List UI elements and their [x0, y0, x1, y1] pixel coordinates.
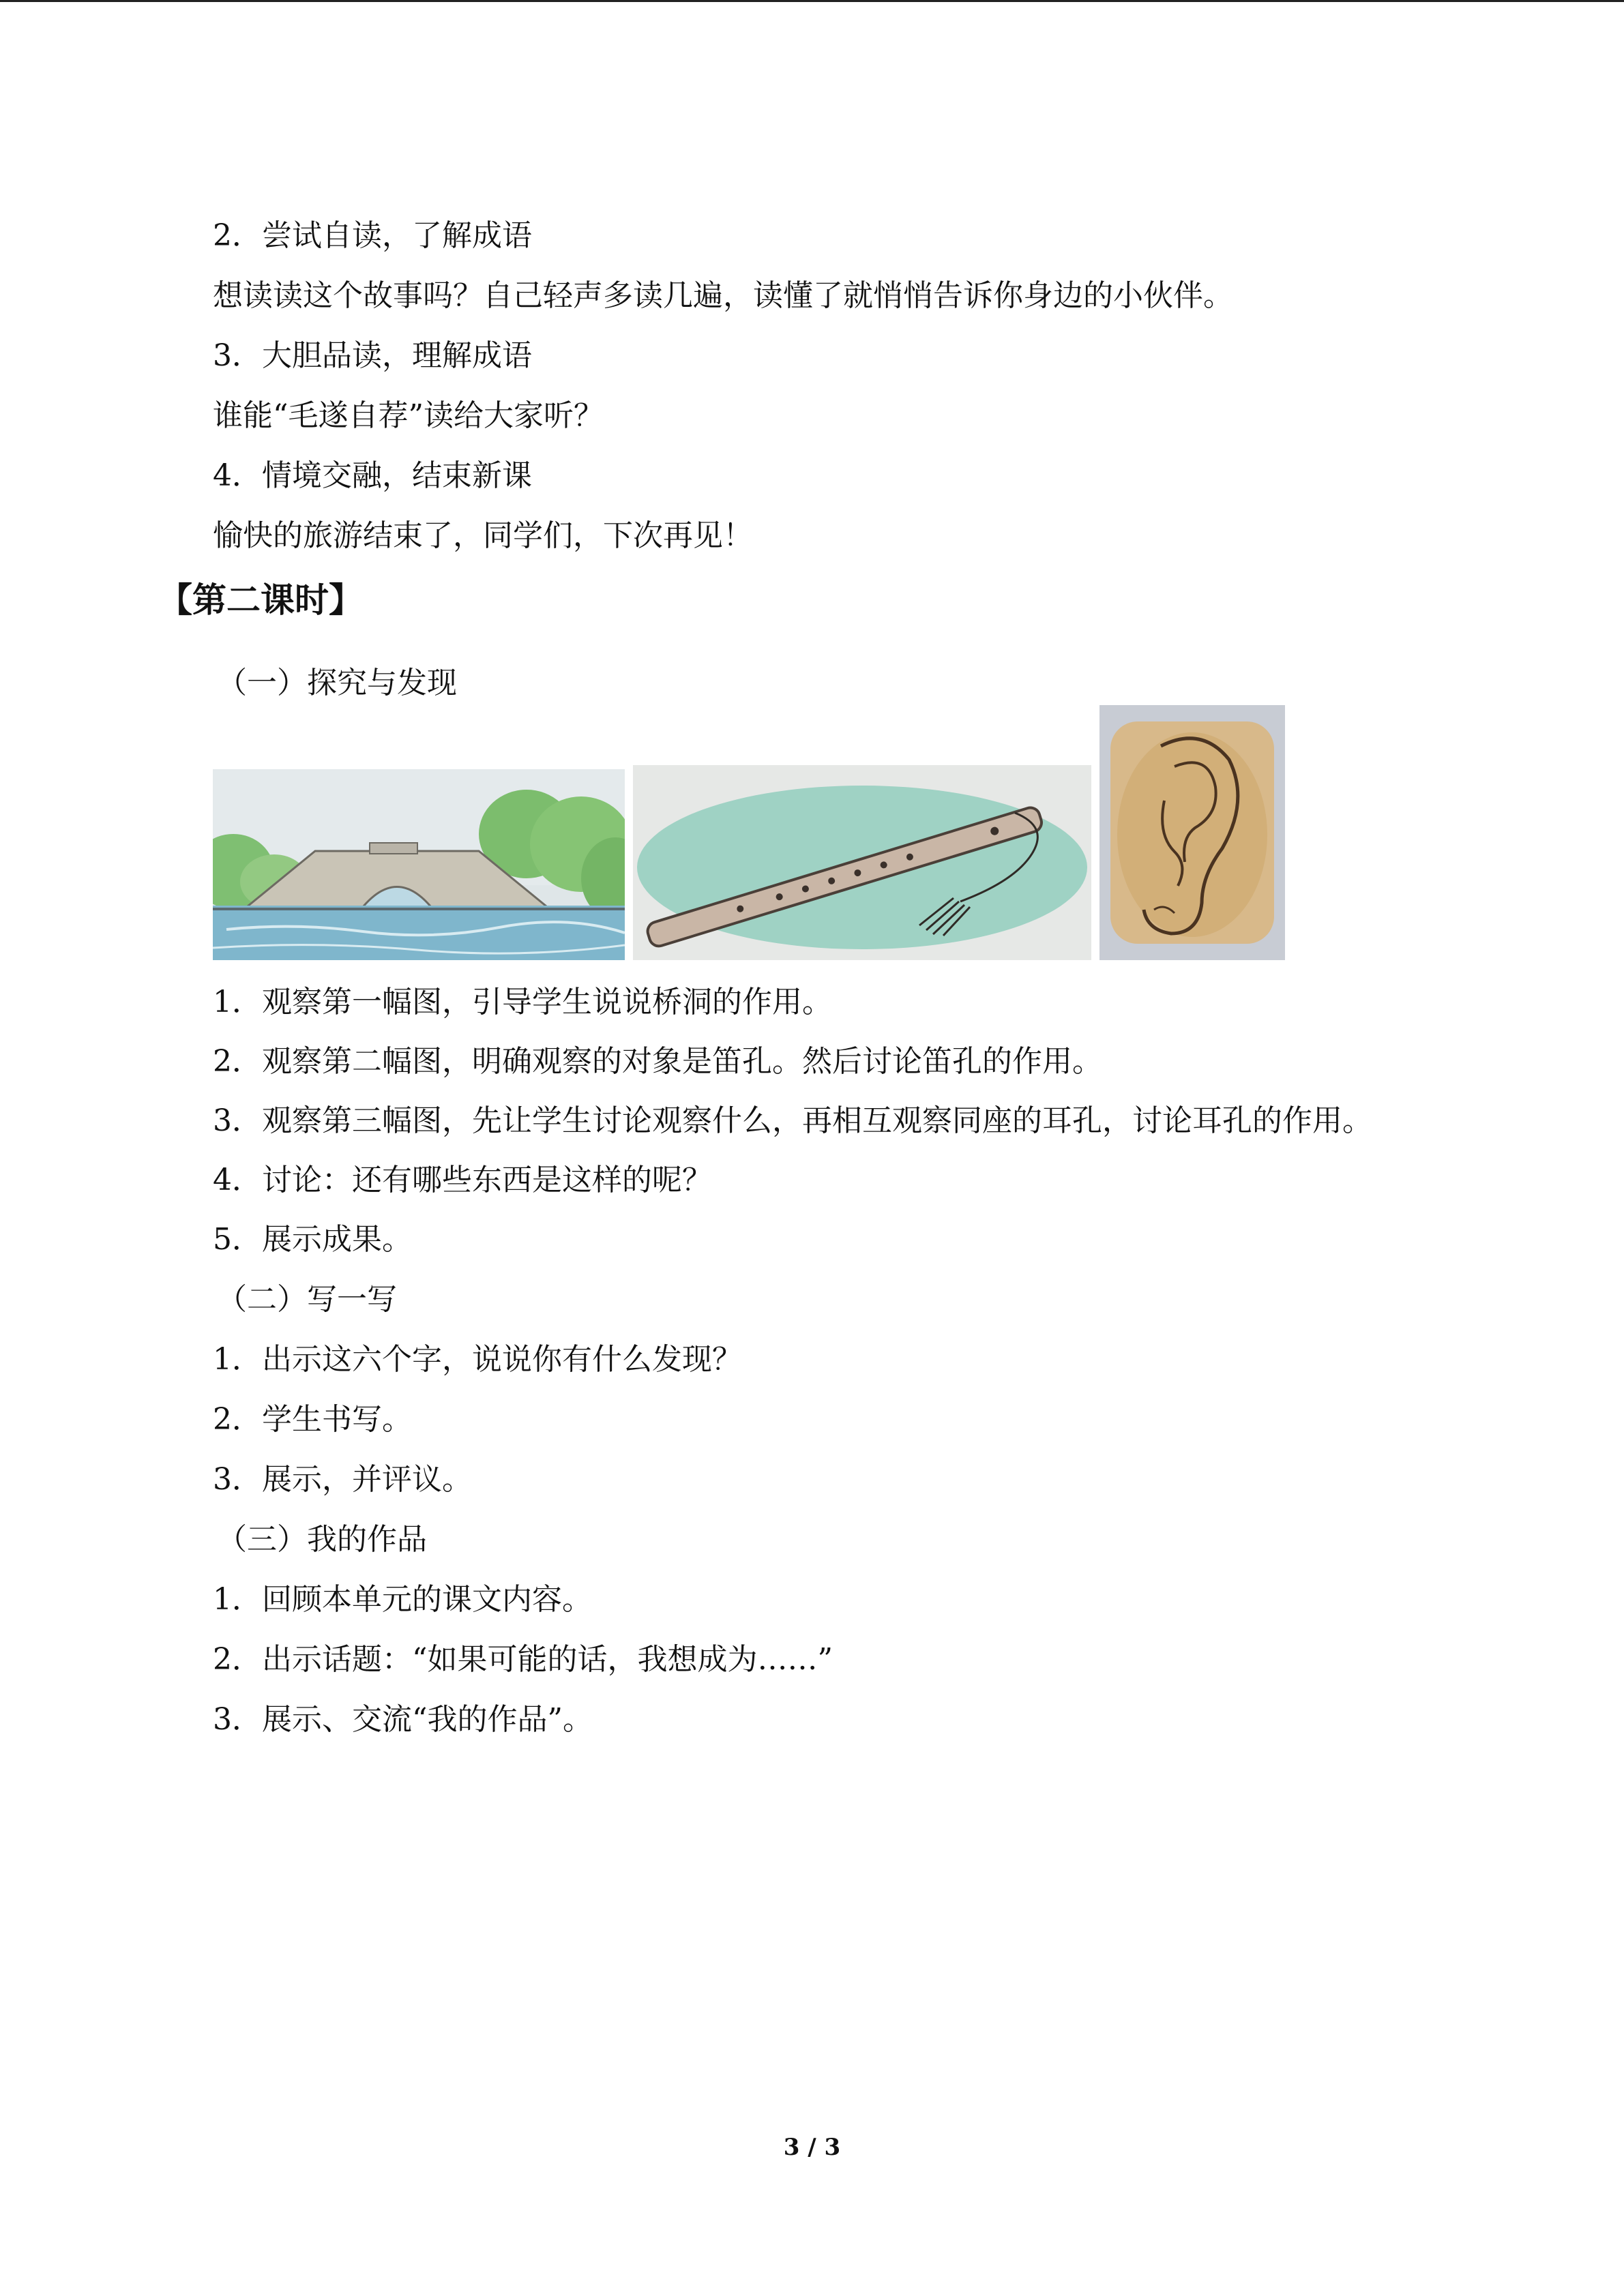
page-number: 3 / 3: [783, 2134, 841, 2161]
step4-text: 愉快的旅游结束了，同学们，下次再见！: [213, 518, 753, 553]
ear-image: [1099, 705, 1285, 960]
step2-text: 想读读这个故事吗？自己轻声多读几遍，读懂了就悄悄告诉你身边的小伙伴。: [213, 278, 1233, 313]
part3-item-3: 3．展示、交流“我的作品”。: [213, 1702, 593, 1737]
part1-item-1: 1．观察第一幅图，引导学生说说桥洞的作用。: [213, 985, 832, 1019]
part3-item-2: 2．出示话题：“如果可能的话，我想成为……”: [213, 1642, 833, 1677]
part1-item-4: 4．讨论：还有哪些东西是这样的呢？: [213, 1163, 712, 1197]
part2-item-3: 3．展示，并评议。: [213, 1462, 472, 1497]
bridge-illustration-icon: [213, 769, 625, 960]
step4-title: 4．情境交融，结束新课: [213, 458, 532, 493]
step3-text: 谁能“毛遂自荐”读给大家听？: [213, 398, 604, 433]
lesson2-heading: 【第二课时】: [158, 580, 363, 620]
page-top-border: [0, 0, 1624, 2]
step2-title: 2．尝试自读，了解成语: [213, 218, 532, 253]
part3-title: （三）我的作品: [217, 1522, 427, 1557]
step3-title: 3．大胆品读，理解成语: [213, 338, 532, 373]
ear-illustration-icon: [1099, 705, 1285, 960]
part1-item-2: 2．观察第二幅图，明确观察的对象是笛孔。然后讨论笛孔的作用。: [213, 1044, 1102, 1079]
part1-title: （一）探究与发现: [217, 666, 457, 700]
part2-item-1: 1．出示这六个字，说说你有什么发现？: [213, 1342, 742, 1377]
part2-title: （二）写一写: [217, 1282, 397, 1317]
flute-image: [633, 765, 1091, 960]
part2-item-2: 2．学生书写。: [213, 1402, 412, 1437]
flute-illustration-icon: [633, 765, 1091, 960]
part3-item-1: 1．回顾本单元的课文内容。: [213, 1582, 592, 1617]
part1-item-3: 3．观察第三幅图，先让学生讨论观察什么，再相互观察同座的耳孔，讨论耳孔的作用。: [213, 1103, 1372, 1138]
bridge-image: [213, 769, 625, 960]
part1-item-5: 5．展示成果。: [213, 1222, 412, 1257]
